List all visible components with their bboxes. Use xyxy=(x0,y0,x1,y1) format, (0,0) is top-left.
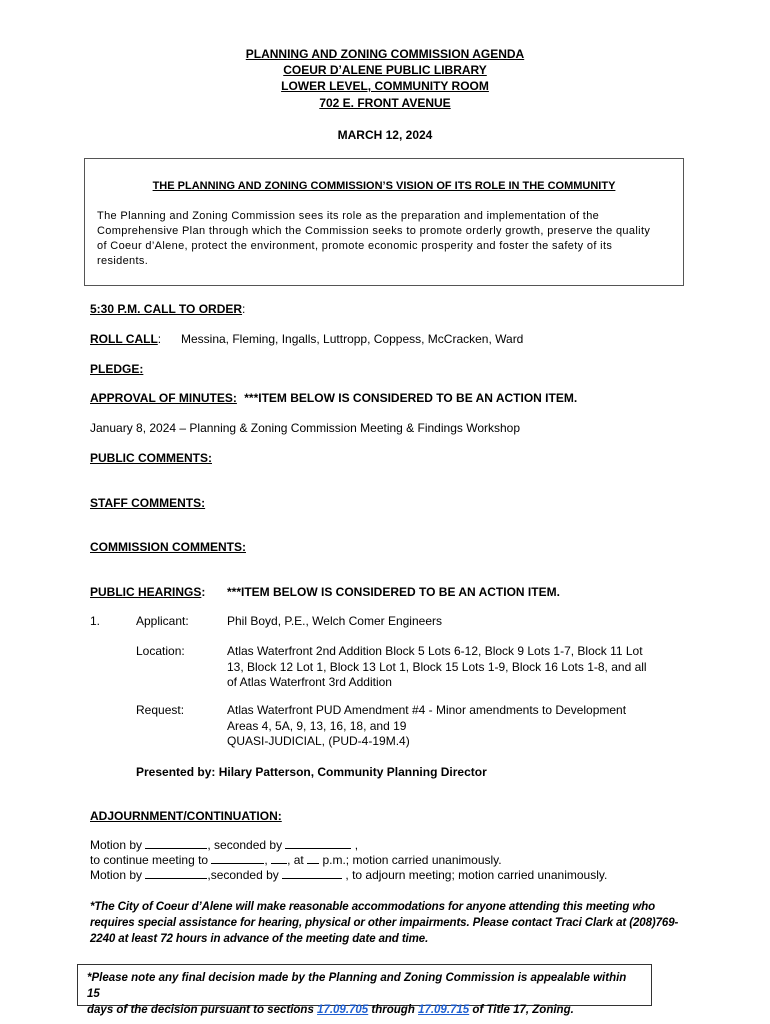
accommodation-line: *The City of Coeur d’Alene will make reasonable accommodations for anyone attending this meeting who xyxy=(90,901,656,913)
motion-text: , xyxy=(264,853,272,867)
public-hearings xyxy=(90,585,205,599)
request-line: Atlas Waterfront PUD Amendment #4 - Minor amendments to Development xyxy=(227,703,627,717)
agenda-title: PLANNING AND ZONING COMMISSION AGENDA xyxy=(245,47,525,61)
call-to-order-colon: : xyxy=(242,302,246,316)
motion-text: , seconded by xyxy=(207,838,286,852)
roll-call-label: ROLL CALL xyxy=(90,332,158,346)
appeal-notice-box xyxy=(77,964,652,1016)
vision-text: The Planning and Zoning Commission sees its role as the preparation and implementation of the Comprehensive Plan through which the Commission seeks to promote orderly growth, preserve the quality of Coeur d’Alene, protect the environment, promote economic prosperity and foster the safety of its residents. xyxy=(97,210,651,267)
motion-line-1 xyxy=(90,838,607,853)
location-value xyxy=(227,644,647,691)
continue-line xyxy=(90,853,607,868)
request-line: QUASI-JUDICIAL, (PUD-4-19M.4) xyxy=(227,734,410,748)
accommodation-line: 2240 at least 72 hours in advance of the meeting date and time. xyxy=(90,933,429,945)
minutes-action-note: ***ITEM BELOW IS CONSIDERED TO BE AN ACTION ITEM. xyxy=(244,391,578,405)
public-hearings-action-note: ***ITEM BELOW IS CONSIDERED TO BE AN ACTION ITEM. xyxy=(227,585,560,599)
location-label: Location: xyxy=(136,644,185,658)
minutes-item: January 8, 2024 – Planning & Zoning Commission Meeting & Findings Workshop xyxy=(90,421,521,435)
appeal-line-1: *Please note any final decision made by the Planning and Zoning Commission is appealable within 15 xyxy=(87,972,627,1000)
motion-text: to continue meeting to xyxy=(90,853,212,867)
request-line: Areas 4, 5A, 9, 13, 16, 18, and 19 xyxy=(227,718,407,733)
public-hearings-colon: : xyxy=(201,585,206,599)
call-to-order xyxy=(90,302,245,316)
pledge-heading: PLEDGE: xyxy=(90,362,144,376)
applicant-label: Applicant: xyxy=(136,614,189,628)
call-to-order-label: 5:30 P.M. CALL TO ORDER xyxy=(90,302,243,316)
appeal-text: days of the decision pursuant to sections xyxy=(87,1004,318,1016)
commission-comments-heading: COMMISSION COMMENTS: xyxy=(90,540,246,554)
motion-line-2 xyxy=(90,868,607,883)
venue-room: LOWER LEVEL, COMMUNITY ROOM xyxy=(281,79,489,93)
appeal-text: of Title 17, Zoning. xyxy=(469,1004,574,1016)
public-comments-heading: PUBLIC COMMENTS: xyxy=(90,451,212,465)
venue-name: COEUR D’ALENE PUBLIC LIBRARY xyxy=(283,63,487,77)
blank-line xyxy=(145,838,207,849)
motion-text: , at xyxy=(287,853,308,867)
motion-text: Motion by xyxy=(90,838,146,852)
accommodation-line: requires special assistance for hearing, physical or other impairments. Please contact Traci Clark at (208)769- xyxy=(90,917,679,929)
request-value xyxy=(227,703,626,750)
appeal-notice xyxy=(87,970,641,1018)
motion-text: , xyxy=(351,838,359,852)
staff-comments-heading: STAFF COMMENTS: xyxy=(90,496,206,510)
section-link-17-09-705[interactable]: 17.09.705 xyxy=(317,1004,369,1016)
applicant-value: Phil Boyd, P.E., Welch Comer Engineers xyxy=(227,614,442,628)
minutes-label: APPROVAL OF MINUTES: xyxy=(90,391,237,405)
roll-call-members: Messina, Fleming, Ingalls, Luttropp, Coppess, McCracken, Ward xyxy=(181,332,524,346)
section-link-17-09-715[interactable]: 17.09.715 xyxy=(418,1004,470,1016)
hearing-item-number: 1. xyxy=(90,614,101,628)
approval-of-minutes xyxy=(90,391,577,405)
location-line: 13, Block 12 Lot 1, Block 13 Lot 1, Block 15 Lots 1-9, Block 16 Lots 1-8, and all xyxy=(227,659,647,674)
blank-line xyxy=(211,853,264,864)
blank-line xyxy=(307,853,319,864)
appeal-line-2 xyxy=(87,1002,641,1018)
public-hearings-label: PUBLIC HEARINGS xyxy=(90,585,202,599)
location-line: of Atlas Waterfront 3rd Addition xyxy=(227,675,392,689)
vision-box xyxy=(84,158,684,286)
venue-address: 702 E. FRONT AVENUE xyxy=(319,96,451,110)
motion-text: , to adjourn meeting; motion carried unanimously. xyxy=(342,868,608,882)
location-line: Atlas Waterfront 2nd Addition Block 5 Lots 6-12, Block 9 Lots 1-7, Block 11 Lot xyxy=(227,644,643,658)
blank-line xyxy=(282,868,342,879)
adjournment-heading: ADJOURNMENT/CONTINUATION: xyxy=(90,809,282,823)
motion-text: Motion by xyxy=(90,868,146,882)
meeting-date: MARCH 12, 2024 xyxy=(337,128,433,142)
blank-line xyxy=(145,868,207,879)
roll-call-colon: : xyxy=(157,332,162,346)
request-label: Request: xyxy=(136,703,185,717)
motion-text: p.m.; motion carried unanimously. xyxy=(319,853,502,867)
motion-text: ,seconded by xyxy=(207,868,283,882)
blank-line xyxy=(285,838,351,849)
appeal-text: through xyxy=(368,1004,419,1016)
blank-line xyxy=(271,853,287,864)
vision-title: THE PLANNING AND ZONING COMMISSION’S VISION OF ITS ROLE IN THE COMMUNITY xyxy=(152,180,616,192)
roll-call xyxy=(90,332,161,346)
presented-by: Presented by: Hilary Patterson, Community Planning Director xyxy=(136,765,487,779)
motion-block xyxy=(90,838,607,883)
accommodation-notice xyxy=(90,899,678,947)
